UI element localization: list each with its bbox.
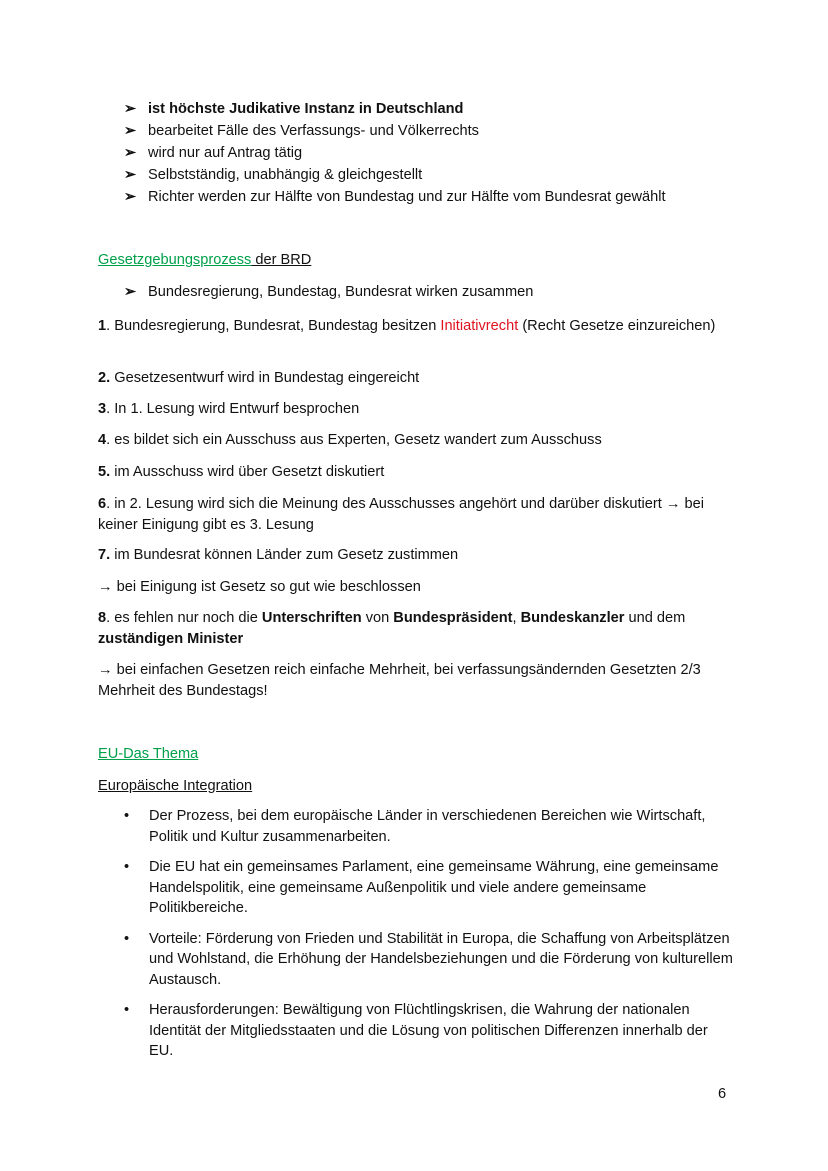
step-number: 4 [98,432,107,448]
heading-rest-text: der BRD [251,252,312,268]
list-item [124,165,764,187]
bold-term: zuständigen Minister [98,630,244,647]
subheading-integration: Europäische Integration [98,778,253,794]
step-text: , [512,610,521,626]
bullet-dot-icon: • [124,859,130,875]
step-number: 6 [98,496,107,512]
bold-term: Bundeskanzler [520,610,625,626]
step-number: 8 [98,610,107,626]
highlight-initiativrecht: Initiativrecht [440,318,519,334]
majority-note [98,660,723,701]
heading-green-text: Gesetzgebungsprozess [98,252,252,268]
bold-term: Bundespräsident [393,610,513,626]
step-5 [98,462,723,483]
step-text: . in 2. Lesung wird sich die Meinung des Ausschusses angehört und darüber diskutiert → bei keiner Einigung gibt es 3. Lesung [98,496,705,533]
bullet-dot-icon: • [124,930,130,947]
arrow-bullet-icon: ➢ [124,189,137,205]
step-6 [98,494,723,535]
bullet-dot-icon: • [124,808,130,824]
step-8 [98,608,723,649]
section-heading-gesetzgebung [98,250,311,271]
step-number: 2. [98,370,111,386]
step-2 [98,368,723,389]
list-item [124,857,734,919]
list-item-text: Der Prozess, bei dem europäische Länder in verschiedenen Bereichen wie Wirtschaft, Politik und Kultur zusammenarbeiten. [149,808,706,845]
step-text: und dem [624,610,686,626]
bullet-dot-icon: • [124,1002,130,1018]
list-item-text: ist höchste Judikative Instanz in Deutschland [148,101,464,117]
bold-term: Unterschriften [261,610,362,626]
list-item-text: wird nur auf Antrag tätig [148,145,303,161]
step-number: 7. [98,547,111,563]
list-item [124,121,764,143]
list-item-text: Bundesregierung, Bundestag, Bundesrat wirken zusammen [148,284,534,300]
page-number: 6 [718,1086,727,1102]
step-text: Gesetzesentwurf wird in Bundestag eingereicht [110,370,420,386]
arrow-bullet-icon: ➢ [124,145,137,161]
arrow-bullet-icon: ➢ [124,101,137,117]
step-7-result [98,577,723,598]
list-item [124,187,764,209]
step-text: . es fehlen nur noch die [106,610,262,626]
list-item-text: Herausforderungen: Bewältigung von Flüchtlingskrisen, die Wahrung der nationalen Identität der Mitgliedsstaaten und die Lösung von politischen Differenzen innerhalb der EU. [149,1002,708,1059]
step-3 [98,399,723,420]
court-bullet-list [124,99,764,209]
list-item [124,806,734,847]
step-text: (Recht Gesetze einzureichen) [518,318,716,334]
gesetz-bullet-list [124,282,764,303]
arrow-bullet-icon: ➢ [124,167,137,183]
step-number: 5. [98,464,111,480]
list-item-text: bearbeitet Fälle des Verfassungs- und Völkerrechts [148,123,479,139]
step-text: . Bundesregierung, Bundesrat, Bundestag besitzen [106,318,441,334]
arrow-bullet-icon: ➢ [124,284,137,300]
step-number: 1 [98,318,107,334]
list-item [124,282,764,303]
step-text: → bei Einigung ist Gesetz so gut wie beschlossen [98,579,421,595]
list-item [124,143,764,165]
step-number: 3 [98,401,107,417]
list-item [124,99,764,121]
step-text: im Bundesrat können Länder zum Gesetz zustimmen [110,547,459,563]
list-item-text: Richter werden zur Hälfte von Bundestag und zur Hälfte vom Bundesrat gewählt [148,189,666,205]
step-text: im Ausschuss wird über Gesetzt diskutiert [110,464,385,480]
list-item-text: Die EU hat ein gemeinsames Parlament, eine gemeinsame Währung, eine gemeinsame Handelspolitik, eine gemeinsame Außenpolitik und viele andere gemeinsame Politikbereiche. [149,859,719,916]
section-heading-eu: EU-Das Thema [98,746,199,762]
arrow-bullet-icon: ➢ [124,123,137,139]
list-item-text: Vorteile: Förderung von Frieden und Stabilität in Europa, die Schaffung von Arbeitsplätzen und Wohlstand, die Erhöhung der Handelsbeziehungen und die Förderung von kulturellem Austausch. [149,930,733,988]
step-text: von [361,610,394,626]
list-item-text: Selbstständig, unabhängig & gleichgestellt [148,167,423,183]
step-text: → bei einfachen Gesetzen reich einfache Mehrheit, bei verfassungsändernden Gesetzten 2/3 Mehrheit des Bundestags! [98,662,701,699]
list-item [124,1000,734,1062]
step-text: . es bildet sich ein Ausschuss aus Experten, Gesetz wandert zum Ausschuss [106,432,602,448]
eu-bullet-list [124,806,734,1072]
step-text: . In 1. Lesung wird Entwurf besprochen [106,401,360,417]
step-4 [98,430,723,451]
list-item [124,929,734,991]
step-1 [98,316,723,337]
step-7 [98,545,723,566]
